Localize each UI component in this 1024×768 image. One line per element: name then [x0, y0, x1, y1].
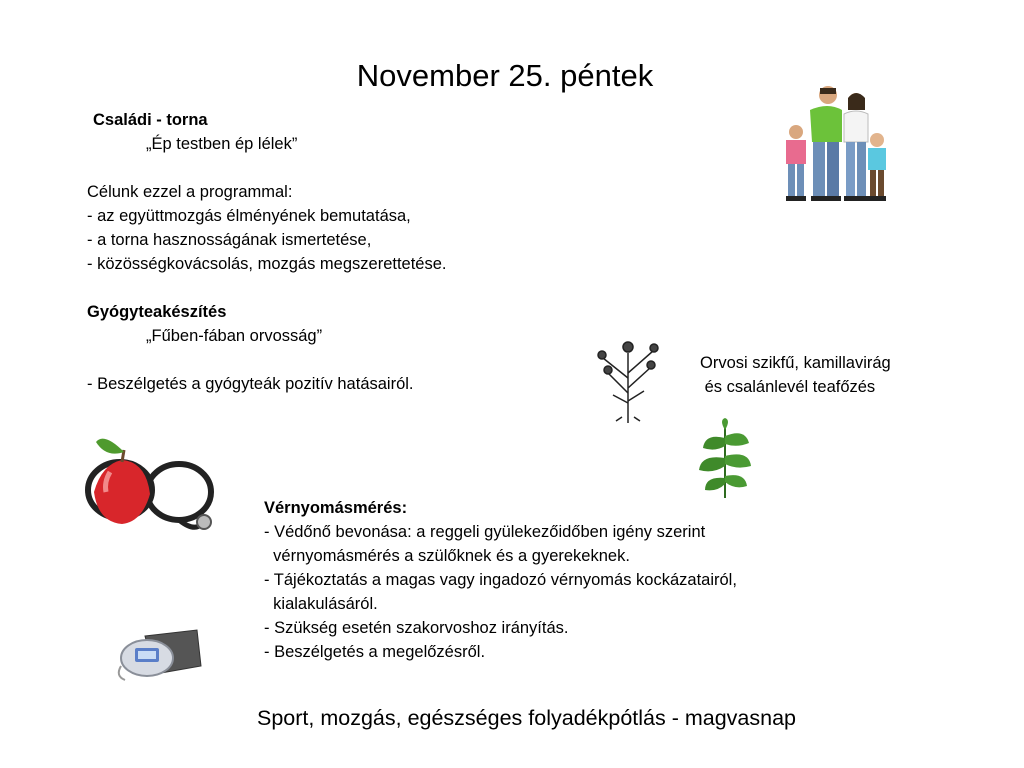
tea-caption-line2: és csalánlevél teafőzés: [700, 378, 876, 396]
bp-line: - Védőnő bevonása: a reggeli gyülekezőidőben igény szerint: [264, 523, 706, 541]
torna-item: - közösségkovácsolás, mozgás megszerettetése.: [87, 255, 447, 273]
bp-heading: Vérnyomásmérés:: [264, 499, 408, 517]
torna-item: - a torna hasznosságának ismertetése,: [87, 231, 372, 249]
bp-line: vérnyomásmérés a szülőknek és a gyerekeknek.: [264, 547, 630, 565]
torna-intro: Célunk ezzel a programmal:: [87, 183, 293, 201]
blood-pressure-monitor-icon: [115, 626, 205, 686]
tea-motto: „Fűben-fában orvosság”: [146, 327, 323, 345]
apple-stethoscope-icon: [84, 432, 224, 542]
chamomile-plant-icon: [588, 333, 668, 423]
torna-item: - az együttmozgás élményének bemutatása,: [87, 207, 411, 225]
bp-line: - Tájékoztatás a magas vagy ingadozó vérnyomás kockázatairól,: [264, 571, 737, 589]
tea-heading: Gyógyteakészítés: [87, 303, 227, 321]
bp-line: kialakulásáról.: [264, 595, 378, 613]
footer-text: Sport, mozgás, egészséges folyadékpótlás - magvasnap: [257, 706, 796, 730]
nettle-leaf-icon: [695, 418, 755, 503]
torna-heading: Családi - torna: [93, 111, 208, 129]
family-icon: [776, 80, 911, 205]
torna-motto: „Ép testben ép lélek”: [146, 135, 298, 153]
page-title: November 25. péntek: [356, 58, 654, 93]
bp-line: - Beszélgetés a megelőzésről.: [264, 643, 486, 661]
tea-item: - Beszélgetés a gyógyteák pozitív hatásairól.: [87, 375, 414, 393]
tea-caption-line1: Orvosi szikfű, kamillavirág: [700, 354, 891, 372]
bp-line: - Szükség esetén szakorvoshoz irányítás.: [264, 619, 569, 637]
